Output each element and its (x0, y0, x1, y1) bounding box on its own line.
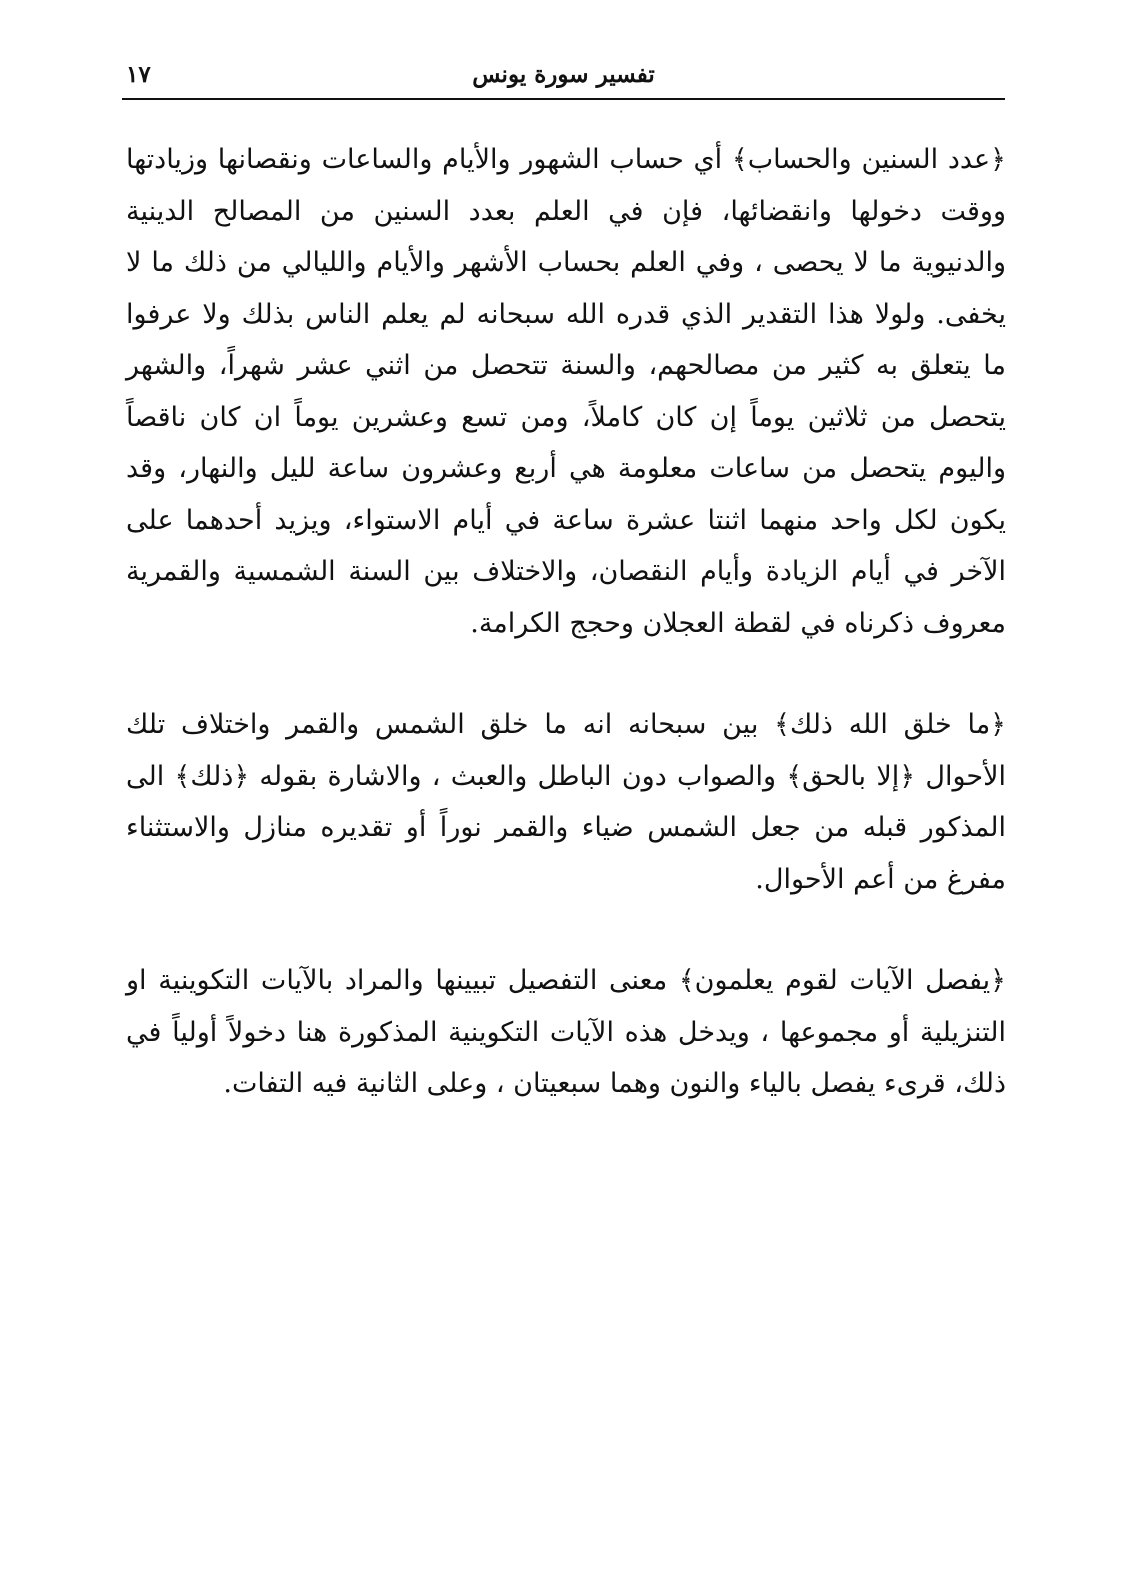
paragraph-3: ﴿يفصل الآيات لقوم يعلمون﴾ معنى التفصيل تبيينها والمراد بالآيات التكوينية او التنزيلية أو مجموعها ، ويدخل هذه الآيات التكوينية المذكورة هنا دخولاً أولياً في ذلك، قرىء يفصل بالياء والنون وهما سبعيتان ، وعلى الثانية فيه التفات. (126, 965, 1006, 1099)
body-text (126, 134, 1006, 1110)
header-title: تفسير سورة يونس (472, 61, 655, 88)
paragraph-1: ﴿عدد السنين والحساب﴾ أي حساب الشهور والأيام والساعات ونقصانها وزيادتها ووقت دخولها وانقضائها، فإن في العلم بعدد السنين من المصالح الدينية والدنيوية ما لا يحصى ، وفي العلم بحساب الأشهر والأيام والليالي من ذلك ما لا يخفى. ولولا هذا التقدير الذي قدره الله سبحانه لم يعلم الناس بذلك ولا عرفوا ما يتعلق به كثير من مصالحهم، والسنة تتحصل من اثني عشر شهراً، والشهر يتحصل من ثلاثين يوماً إن كان كاملاً، ومن تسع وعشرين يوماً ان كان ناقصاً واليوم يتحصل من ساعات معلومة هي أربع وعشرون ساعة لليل والنهار، وقد يكون لكل واحد منهما اثنتا عشرة ساعة في أيام الاستواء، ويزيد أحدهما على الآخر في أيام الزيادة وأيام النقصان، والاختلاف بين السنة الشمسية والقمرية معروف ذكرناه في لقطة العجلان وحجج الكرامة. (126, 144, 1006, 639)
page-number: ١٧ (126, 61, 151, 88)
running-header (122, 56, 1005, 100)
paragraph-2: ﴿ما خلق الله ذلك﴾ بين سبحانه انه ما خلق الشمس والقمر واختلاف تلك الأحوال ﴿إلا بالحق﴾ والصواب دون الباطل والعبث ، والاشارة بقوله ﴿ذلك﴾ الى المذكور قبله من جعل الشمس ضياء والقمر نوراً أو تقديره منازل والاستثناء مفرغ من أعم الأحوال. (126, 709, 1006, 895)
